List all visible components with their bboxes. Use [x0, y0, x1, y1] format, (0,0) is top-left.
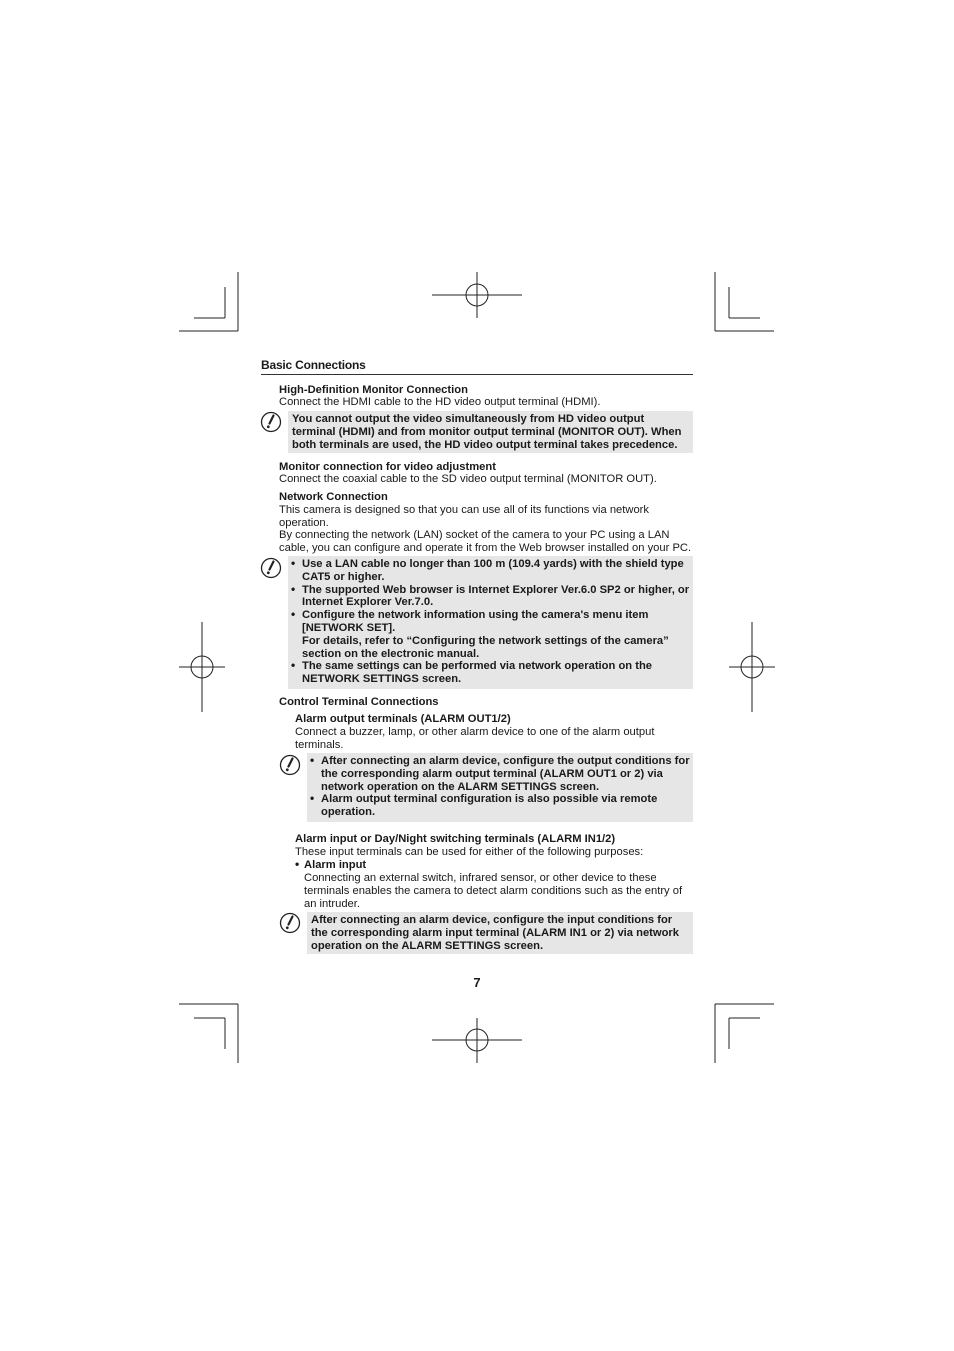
network-text-2: By connecting the network (LAN) socket of the camera to your PC using a LAN cable, you can configure and operate it from the Web browser installed on your PC. — [279, 529, 692, 554]
hdmi-note: You cannot output the video simultaneously from HD video output terminal (HDMI) and from monitor output terminal (MONITOR OUT). When both terminals are used, the HD video output terminal takes precedence. — [288, 411, 693, 453]
control-heading: Control Terminal Connections — [279, 696, 439, 708]
hdmi-text: Connect the HDMI cable to the HD video output terminal (HDMI). — [279, 396, 601, 408]
alarm-out-note-item: • After connecting an alarm device, configure the output conditions for the corresponding alarm output terminal (ALARM OUT1 or 2) via network operation on the ALARM SETTINGS screen. — [309, 755, 691, 793]
page-number: 7 — [473, 975, 481, 990]
caution-icon — [260, 411, 282, 433]
network-note-item: • The same settings can be performed via network operation on the NETWORK SETTINGS screen. — [290, 660, 691, 686]
network-note-item: • The supported Web browser is Internet Explorer Ver.6.0 SP2 or higher, or Internet Explorer Ver.7.0. — [290, 584, 691, 610]
alarm-out-note-item: • Alarm output terminal configuration is also possible via remote operation. — [309, 793, 691, 819]
network-heading: Network Connection — [279, 491, 388, 503]
network-notes — [288, 556, 693, 689]
section-title: Basic Connections — [261, 358, 693, 375]
alarm-out-text: Connect a buzzer, lamp, or other alarm device to one of the alarm output terminals. — [295, 726, 655, 751]
network-note-item — [290, 609, 691, 660]
alarm-in-bullet-text: Connecting an external switch, infrared sensor, or other device to these terminals enables the camera to detect alarm conditions such as the entry of an intruder. — [304, 872, 683, 910]
caution-icon — [260, 557, 282, 579]
alarm-in-heading: Alarm input or Day/Night switching terminals (ALARM IN1/2) — [295, 833, 616, 845]
network-text-1: This camera is designed so that you can use all of its functions via network operation. — [279, 504, 649, 529]
network-note-item: • Use a LAN cable no longer than 100 m (109.4 yards) with the shield type CAT5 or higher. — [290, 558, 691, 584]
alarm-in-bullet-label: • Alarm input — [295, 859, 954, 872]
alarm-out-heading: Alarm output terminals (ALARM OUT1/2) — [295, 713, 511, 725]
alarm-in-note: After connecting an alarm device, configure the input conditions for the corresponding alarm input terminal (ALARM IN1 or 2) via network operation on the ALARM SETTINGS screen. — [307, 912, 693, 954]
caution-icon — [279, 912, 301, 934]
monitor-text: Connect the coaxial cable to the SD video output terminal (MONITOR OUT). — [279, 473, 657, 485]
alarm-in-text: These input terminals can be used for either of the following purposes: — [295, 846, 644, 858]
network-note-text: Configure the network information using the camera's menu item [NETWORK SET]. — [302, 609, 649, 634]
alarm-out-notes — [307, 753, 693, 822]
hdmi-heading: High-Definition Monitor Connection — [279, 384, 468, 396]
monitor-heading: Monitor connection for video adjustment — [279, 461, 496, 473]
network-note-detail: For details, refer to “Configuring the network settings of the camera” section on the electronic manual. — [302, 634, 669, 660]
caution-icon — [279, 754, 301, 776]
